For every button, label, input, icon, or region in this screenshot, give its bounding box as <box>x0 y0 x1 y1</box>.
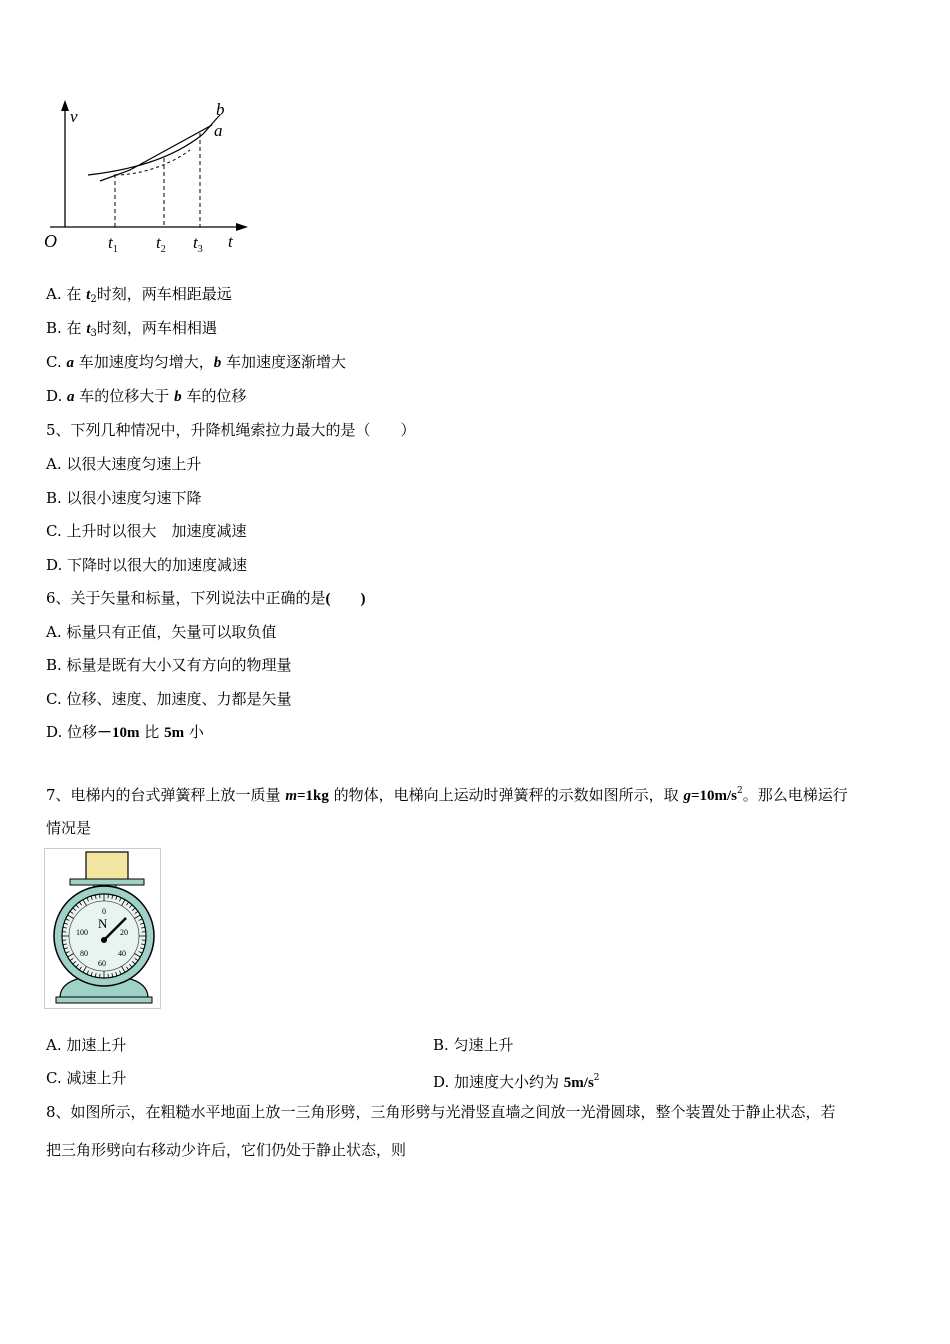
q7-option-c: C. 减速上升 <box>46 1069 127 1087</box>
q6-option-c: C. 位移、速度、加速度、力都是矢量 <box>46 690 292 708</box>
scale-mark-80: 80 <box>80 949 88 958</box>
t1-label: $t_1$ <box>108 233 118 255</box>
curve-b-label: b <box>216 100 225 119</box>
q8-stem-line1: 8、如图所示，在粗糙水平地面上放一三角形劈，三角形劈与光滑竖直墙之间放一光滑圆球，整个装置处于静止状态，若 <box>46 1103 836 1121</box>
scale-mark-100: 100 <box>76 928 88 937</box>
scale-pan <box>70 879 144 885</box>
scale-mark-20: 20 <box>120 928 128 937</box>
q7-stem-line2: 情况是 <box>46 819 92 837</box>
q4-option-c: C. a 车加速度均匀增大，b 车加速度逐渐增大 <box>46 353 347 371</box>
q4-option-d: D. a 车的位移大于 b 车的位移 <box>46 387 247 405</box>
x-axis-arrow <box>236 223 248 231</box>
scale-unit: N <box>98 916 108 931</box>
curve-a <box>100 125 212 181</box>
q6-option-d: D. 位移－10m 比 5m 小 <box>46 723 204 741</box>
scale-mark-60: 60 <box>98 959 106 968</box>
q4-option-a: A. 在 $t_2$时刻，两车相距最远 <box>46 285 232 305</box>
mass-block <box>86 852 128 880</box>
base-foot <box>56 997 152 1003</box>
q6-option-a: A. 标量只有正值，矢量可以取负值 <box>46 623 277 641</box>
axis-y-label: v <box>70 107 78 126</box>
q7-option-b: B. 匀速上升 <box>433 1036 514 1054</box>
spring-scale-figure <box>44 848 162 1010</box>
needle-hub <box>101 937 107 943</box>
q5-option-a: A. 以很大速度匀速上升 <box>46 455 202 473</box>
q8-stem-line2: 把三角形劈向右移动少许后，它们仍处于静止状态，则 <box>46 1141 407 1159</box>
q5-option-c: C. 上升时以很大 加速度减速 <box>46 522 247 540</box>
t2-label: $t_2$ <box>156 233 166 255</box>
q7-option-a: A. 加速上升 <box>46 1036 127 1054</box>
axis-x-label: t <box>228 232 233 251</box>
q4-option-b: B. 在 $t_3$时刻，两车相相遇 <box>46 319 217 339</box>
q6-stem: 6、关于矢量和标量，下列说法中正确的是( ) <box>46 589 366 607</box>
q5-stem: 5、下列几种情况中，升降机绳索拉力最大的是（ ） <box>46 421 416 439</box>
y-axis-arrow <box>61 100 69 111</box>
curve-b <box>88 115 220 175</box>
t3-label: $t_3$ <box>193 233 203 255</box>
q5-option-d: D. 下降时以很大的加速度减速 <box>46 556 248 574</box>
origin-label: O <box>44 231 57 251</box>
vt-graph <box>40 95 260 265</box>
q7-option-d: D. 加速度大小约为 $5m/s^2$ <box>433 1073 600 1091</box>
q7-stem-line1: 7、电梯内的台式弹簧秤上放一质量 m=1kg 的物体，电梯向上运动时弹簧秤的示数如图所示，取 $g=10m/s^2$。那么电梯运行 <box>46 786 848 804</box>
scale-mark-0: 0 <box>102 907 106 916</box>
scale-mark-40: 40 <box>118 949 126 958</box>
q6-option-b: B. 标量是既有大小又有方向的物理量 <box>46 656 292 674</box>
curve-a-label: a <box>214 121 223 140</box>
q5-option-b: B. 以很小速度匀速下降 <box>46 489 202 507</box>
